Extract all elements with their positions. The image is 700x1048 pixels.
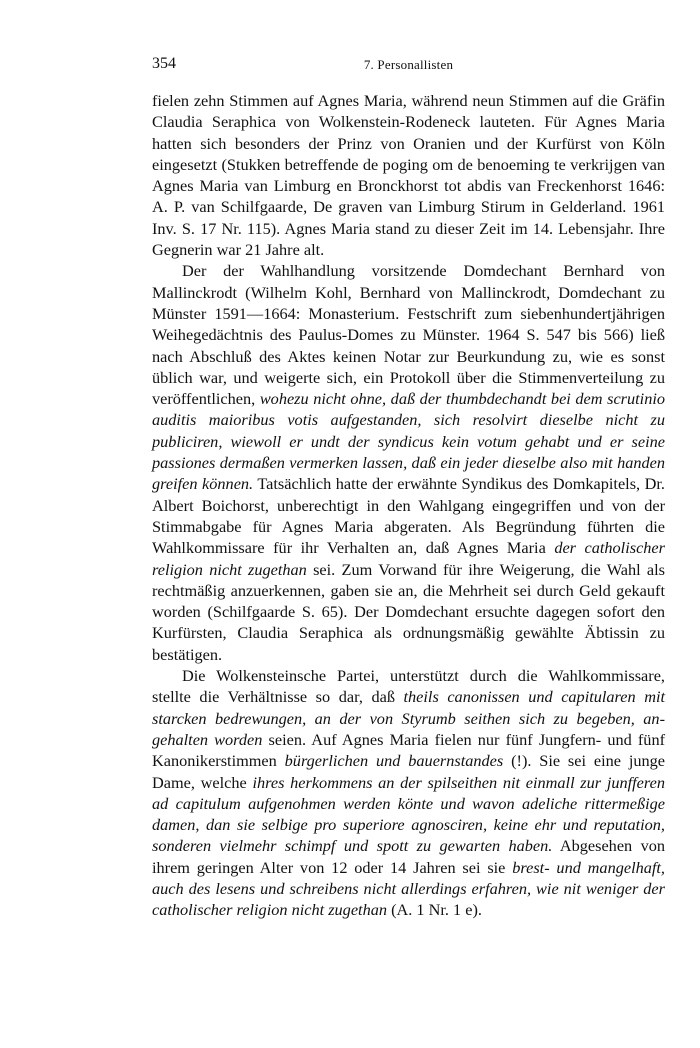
- text-segment: Die Wolkensteinsche Partei, unterstützt durch die Wahlkommissare, stellte die Verhältnisse so dar, daß: [152, 666, 665, 707]
- quotation-segment: ihres herkommens an der spilseithen nit einmall zur junfferen ad capitulum aufgenohmen werden könte und wavon adeliche rittermeßige damen, dan sie selbige pro superiore agnosciren, keine ehr und reputation, sonderen vielmehr schimpf und spott zu gewarten haben.: [152, 772, 666, 856]
- running-head: 7. Personallisten: [363, 57, 454, 72]
- paragraph-1: [152, 90, 665, 260]
- quotation-segment: bürgerlichen und bauernstandes: [284, 751, 504, 771]
- body-text: [152, 90, 665, 921]
- paragraph-2: [152, 260, 665, 665]
- text-segment: seien. Auf Agnes Maria fielen nur fünf Jungfern- und fünf Kanonikerstimmen: [152, 729, 666, 771]
- quotation-segment: der catholischer religion nicht zugethan: [152, 538, 665, 579]
- text-segment: (A. 1 Nr. 1 e).: [387, 900, 482, 920]
- quotation-segment: theils canonissen und capitularen mit starcken bedrewungen, an der von Styrumb seithen sich zu begeben, angehalten worden: [152, 687, 665, 749]
- text-segment: (!). Sie sei eine junge Dame, welche: [152, 751, 666, 792]
- text-segment: Abgesehen von ihrem geringen Alter von 12 oder 14 Jahren sei sie: [152, 836, 665, 877]
- text-segment: Der der Wahlhandlung vorsitzende Domdechant Bernhard von Mallinckrodt (Wilhelm Kohl, Bernhard von Mallinckrodt, Domdechant zu Münster 1591—1664: Monasterium. Festschrift zum siebenhundertjährigen Weihegedächtnis des Paulus-Domes zu Münster. 1964 S. 547 bis 566) ließ nach Abschluß des Aktes keinen Notar zur Beurkundung zu, wie es sonst üblich war, und weigerte sich, ein Protokoll über die Stimmenverteilung zu veröffentlichen,: [152, 261, 665, 409]
- paragraph-3: [152, 665, 665, 921]
- page-header: [152, 55, 665, 77]
- page-number: 354: [152, 55, 176, 72]
- quotation-segment: wohezu nicht ohne, daß der thumbdechandt bei dem scrutinio auditis maioribus votis aufgestanden, sich resolvirt dieselbe nicht zu publiciren, wiewoll er undt der syndicus kein votum gehabt und er seine passiones dermaßen vermerken lassen, daß ein jeder dieselbe also mit handen greifen können.: [152, 389, 666, 494]
- text-segment: sei. Zum Vorwand für ihre Weigerung, die Wahl als rechtmäßig anzuerkennen, gaben sie an, die Mehrheit sei durch Geld gekauft worden (Schilfgaarde S. 65). Der Domdechant ersuchte dagegen sofort den Kurfürsten, Claudia Seraphica als ordnungsmäßig gewählte Äbtissin zu bestätigen.: [152, 559, 666, 664]
- text-segment: Tatsächlich hatte der erwähnte Syndikus des Domkapitels, Dr. Albert Boichorst, unberechtigt in den Wahlgang eingegriffen und von der Stimmabgabe für Agnes Maria abgeraten. Als Begründung führten die Wahlkommissare für ihr Verhalten an, daß Agnes Maria: [152, 474, 665, 558]
- quotation-segment: brest- und mangelhaft, auch des lesens und schreibens nicht allerdings erfahren, wie nit weniger der catholischer religion nicht zugethan: [152, 857, 665, 920]
- text-segment: fielen zehn Stimmen auf Agnes Maria, während neun Stimmen auf die Gräfin Claudia Seraphica von Wolkenstein-Rodeneck lauteten. Für Agnes Maria hatten sich besonders der Prinz von Oranien und der Kurfürst von Köln eingesetzt (Stukken betreffende de poging om de benoeming te verkrijgen van Agnes Maria van Limburg en Bronckhorst tot abdis van Freckenhorst 1646: A. P. van Schilfgaarde, De graven van Limburg Stirum in Gelderland. 1961 Inv. S. 17 Nr. 115). Agnes Maria stand zu dieser Zeit im 14. Lebensjahr. Ihre Gegnerin war 21 Jahre alt.: [152, 91, 665, 260]
